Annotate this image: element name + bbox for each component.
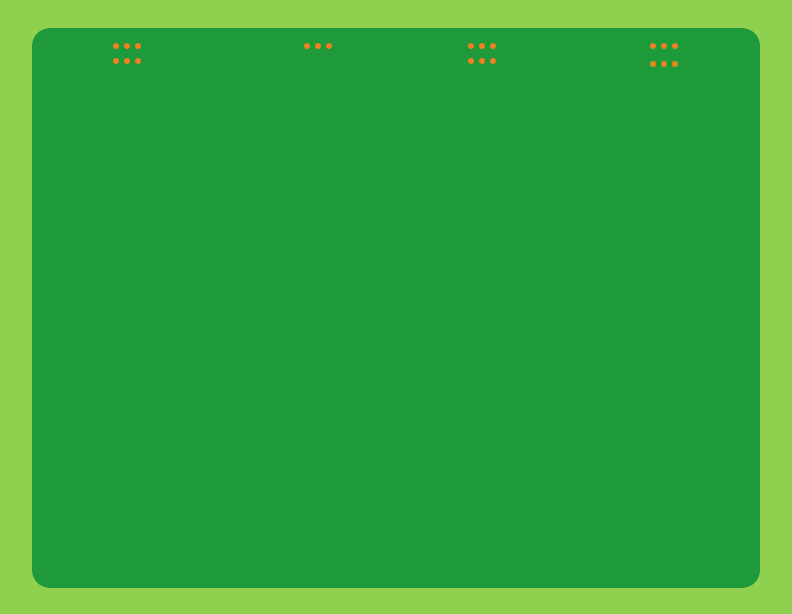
dot-border-top	[0, 0, 792, 28]
divider-dots	[566, 61, 762, 67]
divider-dots	[402, 43, 562, 49]
dot-border-right	[762, 28, 792, 614]
breakfast-column	[34, 36, 220, 70]
divider-dots	[402, 58, 562, 64]
menu-panel	[32, 28, 760, 588]
divider-dots	[34, 58, 220, 64]
lunch-salads-column	[402, 36, 562, 74]
divider-dots	[34, 43, 220, 49]
divider-dots	[234, 43, 402, 49]
lunch-sandwiches-column	[234, 36, 402, 55]
snacks-drinks-column	[566, 36, 762, 73]
dot-border-left	[0, 28, 30, 614]
divider-dots	[566, 43, 762, 49]
